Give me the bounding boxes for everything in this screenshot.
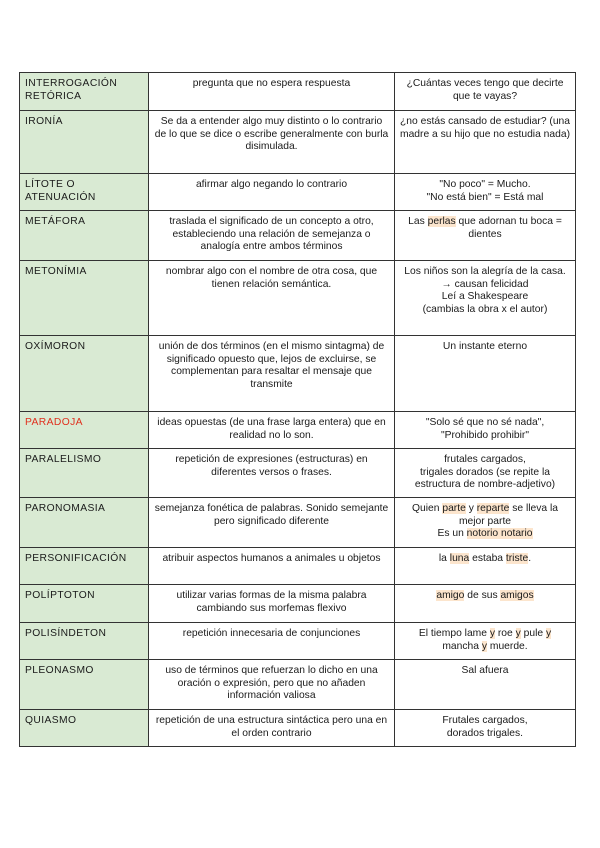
example-line: Frutales cargados, — [442, 715, 528, 726]
table-row — [20, 336, 576, 412]
table-row — [20, 548, 576, 585]
example-cell — [395, 548, 576, 585]
highlighted-word: perlas — [427, 216, 456, 227]
term-cell: METONÍMIA — [20, 261, 149, 336]
highlighted-word: y — [545, 628, 552, 639]
example-text: de sus — [464, 590, 501, 601]
example-text: estaba — [469, 553, 506, 564]
example-cell: ¿Cuántas veces tengo que decirte que te vayas? — [395, 73, 576, 111]
highlighted-word: reparte — [476, 503, 510, 514]
term-cell: POLÍPTOTON — [20, 585, 149, 623]
term-cell: PARONOMASIA — [20, 498, 149, 548]
term-cell: LÍTOTE O ATENUACIÓN — [20, 174, 149, 211]
definition-cell: repetición de expresiones (estructuras) en diferentes versos o frases. — [149, 449, 395, 498]
example-text: Quien — [412, 503, 443, 514]
definition-cell: atribuir aspectos humanos a animales u objetos — [149, 548, 395, 585]
example-line: "No está bien" = Está mal — [426, 191, 544, 203]
example-text: roe — [495, 628, 516, 639]
term-cell: QUIASMO — [20, 710, 149, 747]
term-cell: PARADOJA — [20, 412, 149, 449]
example-text: la — [438, 553, 450, 564]
definition-cell: ideas opuestas (de una frase larga entera) que en realidad no lo son. — [149, 412, 395, 449]
table-row — [20, 211, 576, 261]
highlighted-word: notorio notario — [466, 528, 533, 540]
example-line: "No poco" = Mucho. — [439, 179, 531, 190]
highlighted-word: triste — [505, 553, 529, 564]
term-cell: PARALELISMO — [20, 449, 149, 498]
definition-cell: Se da a entender algo muy distinto o lo contrario de lo que se dice o escribe generalmente con burla disimulada. — [149, 111, 395, 174]
definition-cell: repetición de una estructura sintáctica pero una en el orden contrario — [149, 710, 395, 747]
highlighted-word: y — [481, 640, 487, 652]
term-cell: PLEONASMO — [20, 660, 149, 710]
definition-cell: unión de dos términos (en el mismo sintagma) de significado opuesto que, lejos de excluirse, se complementan para resaltar el mensaje que transmite — [149, 336, 395, 412]
definition-cell: utilizar varias formas de la misma palabra cambiando sus morfemas flexivo — [149, 585, 395, 623]
example-text: y — [465, 503, 477, 514]
table-row — [20, 261, 576, 336]
example-line: Los niños son la alegría de la casa. → causan felicidad — [404, 266, 566, 290]
example-cell — [395, 710, 576, 747]
definition-cell: afirmar algo negando lo contrario — [149, 174, 395, 211]
definition-cell: pregunta que no espera respuesta — [149, 73, 395, 111]
example-line: frutales cargados, — [444, 454, 526, 465]
example-cell — [395, 412, 576, 449]
example-text: . — [528, 553, 532, 564]
highlighted-word: parte — [442, 503, 466, 514]
example-cell — [395, 449, 576, 498]
table-row — [20, 710, 576, 747]
example-line: "Solo sé que no sé nada", — [425, 417, 545, 428]
highlighted-word: amigo — [436, 590, 465, 601]
definition-cell: semejanza fonética de palabras. Sonido semejante pero significado diferente — [149, 498, 395, 548]
example-line: (cambias la obra x el autor) — [422, 303, 548, 315]
table-row — [20, 498, 576, 548]
example-cell: Un instante eterno — [395, 336, 576, 412]
example-line: Leí a Shakespeare — [441, 291, 529, 303]
example-cell: ¿no estás cansado de estudiar? (una madre a su hijo que no estudia nada) — [395, 111, 576, 174]
definition-cell: nombrar algo con el nombre de otra cosa, que tienen relación semántica. — [149, 261, 395, 336]
example-cell — [395, 211, 576, 261]
term-cell: PERSONIFICACIÓN — [20, 548, 149, 585]
definition-cell: traslada el significado de un concepto a otro, estableciendo una relación de semejanza o analogía entre ambos términos — [149, 211, 395, 261]
highlighted-word: amigos — [500, 590, 534, 601]
example-text: Es un — [437, 528, 467, 540]
example-text: que adornan tu boca = dientes — [455, 216, 562, 240]
table-row — [20, 660, 576, 710]
example-line: dorados trigales. — [446, 727, 524, 739]
figures-table — [19, 72, 576, 747]
table-row — [20, 585, 576, 623]
example-cell — [395, 585, 576, 623]
example-cell — [395, 174, 576, 211]
example-text: Las — [408, 216, 428, 227]
term-cell: POLISÍNDETON — [20, 623, 149, 660]
term-cell: IRONÍA — [20, 111, 149, 174]
definition-cell: repetición innecesaria de conjunciones — [149, 623, 395, 660]
example-line — [400, 503, 570, 528]
highlighted-word: luna — [449, 553, 470, 564]
example-text: se lleva la mejor parte — [458, 503, 558, 527]
example-cell — [395, 498, 576, 548]
term-cell: OXÍMORON — [20, 336, 149, 412]
example-text: pule — [520, 628, 546, 639]
table-row — [20, 412, 576, 449]
table-row — [20, 623, 576, 660]
table-row — [20, 73, 576, 111]
table-row — [20, 111, 576, 174]
highlighted-word: y — [515, 628, 521, 639]
term-cell: INTERROGACIÓN RETÓRICA — [20, 73, 149, 111]
table-row — [20, 174, 576, 211]
example-text: muerde. — [487, 640, 528, 652]
example-line: "Prohibido prohibir" — [440, 429, 530, 441]
term-cell: METÁFORA — [20, 211, 149, 261]
example-text: mancha — [442, 640, 482, 652]
example-line: trigales dorados (se repite la estructura de nombre-adjetivo) — [414, 466, 556, 491]
table-row — [20, 449, 576, 498]
example-cell — [395, 261, 576, 336]
example-cell: Sal afuera — [395, 660, 576, 710]
example-text: El tiempo lame — [418, 628, 490, 639]
example-line — [400, 528, 570, 541]
example-cell — [395, 623, 576, 660]
highlighted-word: y — [489, 628, 495, 639]
definition-cell: uso de términos que refuerzan lo dicho en una oración o expresión, pero que no añaden información valiosa — [149, 660, 395, 710]
